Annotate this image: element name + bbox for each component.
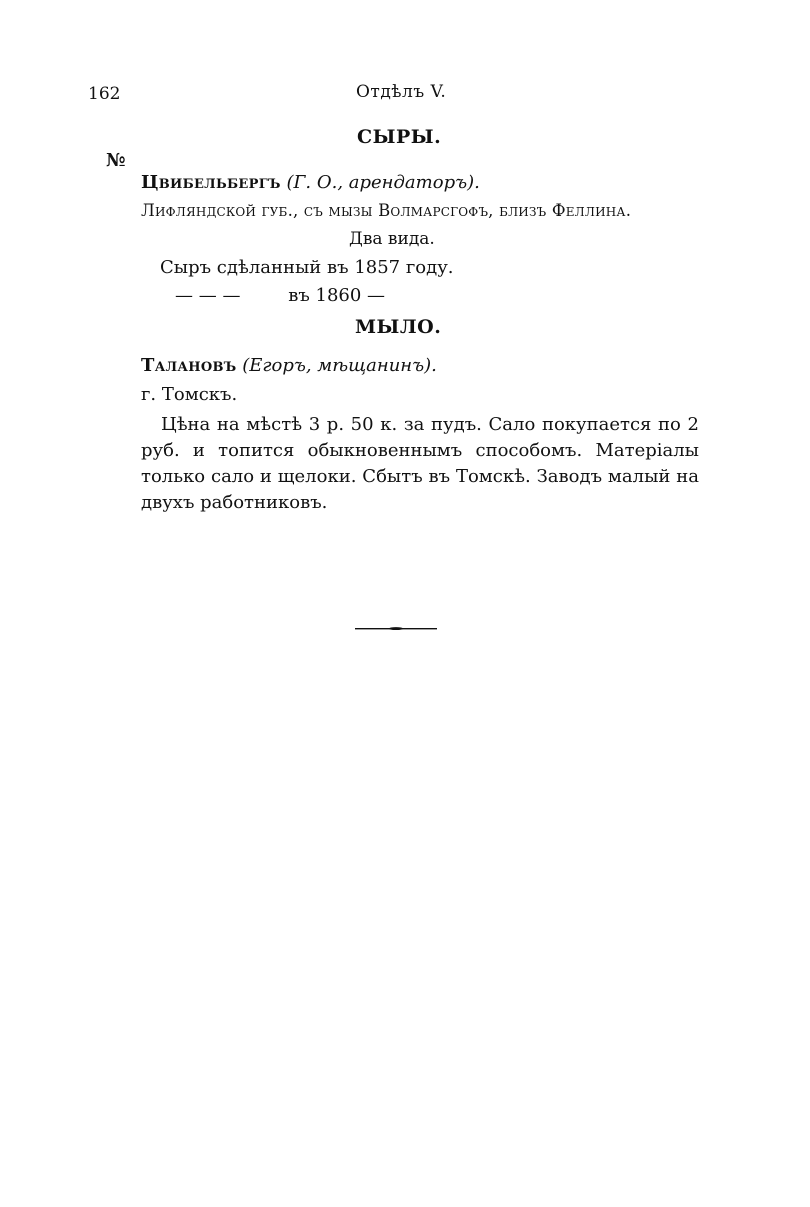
soap-producer-name: Талановъ: [141, 355, 237, 376]
cheese-entry-header: [141, 172, 480, 193]
soap-location: г. Томскъ.: [141, 384, 238, 405]
soap-producer-details: (Егоръ, мѣщанинъ).: [242, 355, 437, 376]
number-sign: №: [106, 150, 126, 171]
running-title: Отдѣлъ V.: [356, 82, 447, 102]
cheese-producer-name: Цвибельбергъ: [141, 172, 281, 193]
end-ornament: [355, 627, 437, 630]
cheese-line-1857: Сыръ сдѣланный въ 1857 году.: [160, 257, 454, 278]
cheese-line-1860-year: въ 1860: [288, 285, 362, 306]
cheese-line-1860-dashes: — — —: [175, 285, 241, 306]
cheese-line-1860-tail: —: [367, 285, 386, 306]
section-title-soap: МЫЛО.: [355, 316, 442, 338]
section-title-cheese: СЫРЫ.: [357, 126, 442, 148]
soap-entry-header: [141, 355, 437, 376]
cheese-line-1860: [175, 285, 385, 306]
page-number: 162: [88, 84, 121, 104]
cheese-producer-details: (Г. О., арендаторъ).: [286, 172, 480, 193]
cheese-location: Лифляндской губ., съ мызы Волмарсгофъ, близъ Феллина.: [141, 201, 632, 220]
cheese-kinds: Два вида.: [349, 229, 435, 249]
soap-description: Цѣна на мѣстѣ 3 р. 50 к. за пудъ. Сало покупается по 2 руб. и топится обыкновеннымъ способомъ. Матеріалы только сало и щелоки. Сбытъ въ Томскѣ. Заводъ малый на двухъ работниковъ.: [141, 414, 699, 513]
